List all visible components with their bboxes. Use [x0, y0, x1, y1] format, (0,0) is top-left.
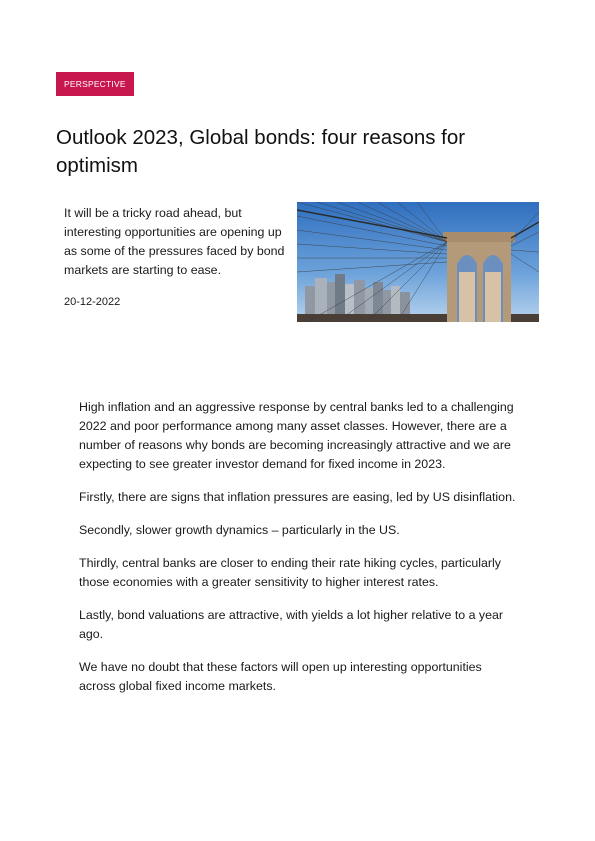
paragraph: We have no doubt that these factors will open up interesting opportunities across global fixed income markets.	[79, 660, 482, 693]
article-body	[79, 398, 519, 710]
paragraph: High inflation and an aggressive response by central banks led to a challenging 2022 and poor performance among many asset classes. However, there are a number of reasons why bonds are becoming increasingly attractive and we are expecting to see greater investor demand for fixed income in 2023.	[79, 400, 514, 471]
paragraph: Thirdly, central banks are closer to ending their rate hiking cycles, particularly those economies with a greater sensitivity to higher interest rates.	[79, 556, 501, 589]
paragraph: Lastly, bond valuations are attractive, with yields a lot higher relative to a year ago.	[79, 608, 504, 641]
paragraph: Firstly, there are signs that inflation pressures are easing, led by US disinflation.	[79, 490, 516, 504]
category-tag: PERSPECTIVE	[56, 72, 134, 96]
bridge-cables-skyline-photo	[297, 202, 539, 322]
publish-date: 20-12-2022	[64, 296, 121, 308]
intro-summary: It will be a tricky road ahead, but interesting opportunities are opening up as some of the pressures faced by bond markets are starting to ease.	[64, 206, 285, 277]
page-title: Outlook 2023, Global bonds: four reasons for optimism	[56, 126, 466, 177]
paragraph: Secondly, slower growth dynamics – particularly in the US.	[79, 523, 400, 537]
